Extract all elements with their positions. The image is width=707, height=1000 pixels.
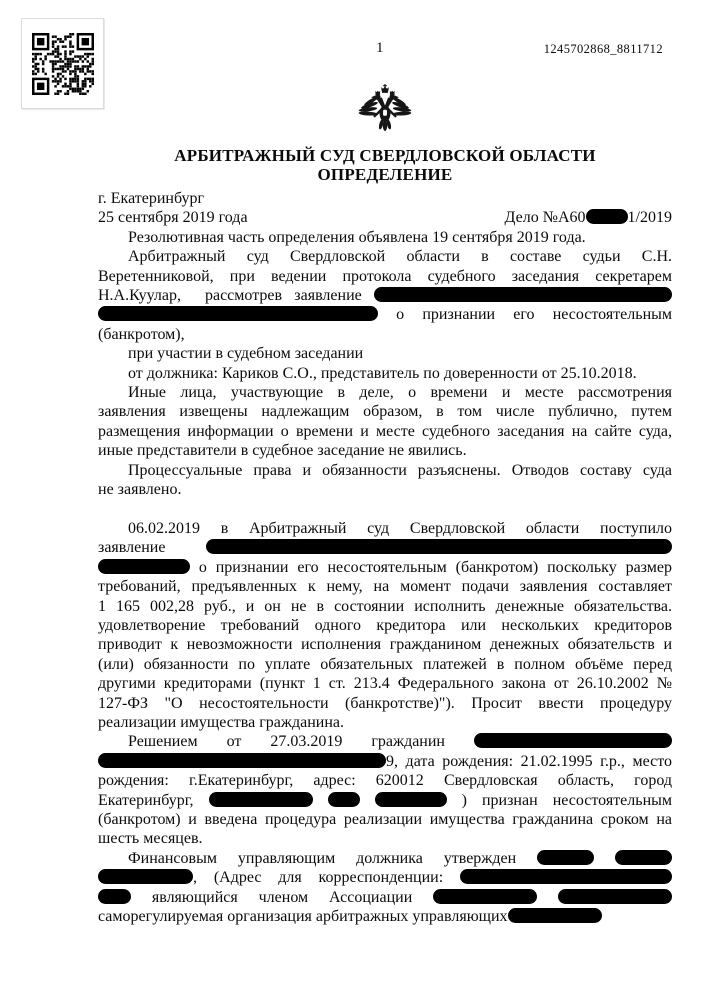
redaction-bar: [328, 792, 360, 807]
text-line: шесть месяцев.: [98, 830, 203, 848]
document-type: ОПРЕДЕЛЕНИЕ: [317, 165, 453, 184]
redaction-bar: [460, 869, 672, 884]
emblem-block: [98, 84, 672, 141]
date-line: [98, 208, 672, 227]
text-line: являющийся членом Ассоциации: [98, 888, 672, 907]
text-line: от должника: Кариков С.О., представитель по доверенности от 25.10.2018.: [128, 364, 637, 382]
text-line: , (Адрес для корреспонденции:: [98, 868, 672, 887]
text-line: при участии в судебном заседании: [128, 345, 364, 363]
redaction-bar: [375, 792, 447, 807]
coat-of-arms-icon: [354, 84, 416, 141]
text-line: 127-ФЗ "О несостоятельности (банкротстве)"). Просит ввести процедуру: [98, 694, 672, 712]
redaction-bar: [98, 869, 193, 884]
court-name: АРБИТРАЖНЫЙ СУД СВЕРДЛОВСКОЙ ОБЛАСТИ: [174, 146, 596, 165]
redaction-bar: [209, 792, 313, 807]
text-line: Н.А.Куулар, рассмотрев заявление: [98, 286, 672, 305]
document-lines: [98, 228, 672, 927]
text-line: рождения: г.Екатеринбург, адрес: 620012 Свердловская область, город: [98, 772, 672, 790]
redaction-bar: [374, 287, 672, 302]
redaction-bar: [615, 850, 672, 865]
qr-card: [21, 18, 104, 109]
text-line: размещения информации о времени и месте судебного заседания на сайте суда,: [98, 422, 672, 440]
document-id: 1245702868_8811712: [543, 42, 663, 56]
redaction-bar: [586, 209, 628, 224]
decision-date: 25 сентября 2019 года: [98, 209, 248, 227]
text-line: о признании его несостоятельным (банкротом) поскольку размер: [98, 558, 672, 577]
text-line: Арбитражный суд Свердловской области в составе судьи С.Н.: [128, 248, 672, 266]
text-line: Екатеринбург, ) признан несостоятельным: [98, 791, 672, 809]
text-line: заявления извещены надлежащим образом, в том числе публично, путем: [98, 403, 672, 421]
case-number-prefix: Дело №А60: [504, 209, 586, 227]
blank-line: [98, 500, 672, 519]
text-line: заявление: [98, 538, 672, 557]
redaction-bar: [206, 539, 672, 554]
text-line: 06.02.2019 в Арбитражный суд Свердловской области поступило: [128, 519, 672, 537]
redaction-bar: [433, 889, 537, 904]
text-line: не заявлено.: [98, 481, 182, 499]
text-line: требований, предъявленных к нему, на момент подачи заявления составляет: [98, 578, 672, 596]
redaction-bar: [537, 850, 594, 865]
redaction-bar: [98, 889, 131, 904]
text-line: удовлетворение требований одного кредитора или нескольких кредиторов: [98, 616, 672, 634]
city-line: г. Екатеринбург: [98, 190, 205, 207]
case-number: [505, 208, 672, 227]
text-line: приводит к невозможности исполнения гражданином денежных обязательств и: [98, 636, 672, 654]
text-line: Резолютивная часть определения объявлена 19 сентября 2019 года.: [128, 228, 586, 246]
text-line: Финансовым управляющим должника утвержден: [98, 849, 672, 868]
redaction-bar: [98, 753, 386, 768]
text-line: Решением от 27.03.2019 гражданин: [98, 732, 672, 751]
page-number: 1: [376, 40, 384, 56]
text-line: (банкротом) и введена процедура реализации имущества гражданина сроком на: [98, 811, 672, 828]
text-line: 9, дата рождения: 21.02.1995 г.р., место: [98, 752, 672, 771]
redaction-bar: [474, 733, 672, 748]
text-line: 1 165 002,28 руб., и он не в состоянии исполнить денежные обязательства.: [98, 597, 672, 615]
document-content: [98, 84, 672, 926]
text-line: иные представители в судебное заседание не явились.: [98, 442, 467, 460]
text-line: (или) обязанности по уплате обязательных платежей в полном объёме перед: [98, 655, 672, 673]
text-line: Иные лица, участвующие в деле, о времени и месте рассмотрения: [128, 384, 672, 402]
text-line: (банкротом),: [98, 325, 185, 343]
case-number-suffix: 1/2019: [627, 209, 672, 227]
text-line: о признании его несостоятельным: [98, 305, 672, 324]
qr-code-icon: [32, 33, 94, 95]
text-line: реализации имущества гражданина.: [98, 713, 344, 731]
text-line: саморегулируемая организация арбитражных управляющих: [98, 907, 672, 926]
redaction-bar: [98, 559, 190, 574]
text-line: Веретенниковой, при ведении протокола судебного заседания секретарем: [98, 267, 672, 285]
redaction-bar: [98, 306, 378, 321]
text-line: другими кредиторами (пункт 1 ст. 213.4 Федерального закона от 26.10.2002 №: [98, 675, 672, 693]
redaction-bar: [558, 889, 672, 904]
text-line: Процессуальные права и обязанности разъяснены. Отводов составу суда: [128, 461, 672, 479]
redaction-bar: [508, 908, 602, 923]
